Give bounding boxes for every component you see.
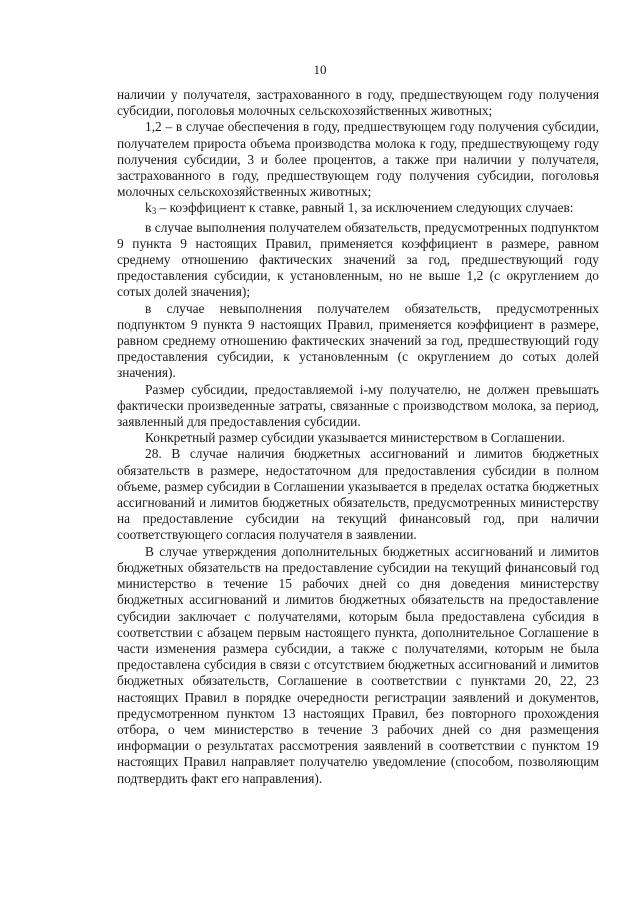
paragraph-obligations-not-fulfilled: в случае невыполнения получателем обязательств, предусмотренных подпунктом 9 пункта 9 настоящих Правил, применяется коэффициент в размере, равном среднему отношению фактических значений за год, предшествующий году предоставления субсидии, к установленным (с округлением до сотых долей значения). [117, 300, 599, 381]
paragraph-subsidy-amount: Конкретный размер субсидии указывается министерством в Соглашении. [145, 430, 565, 446]
k3-letter: k [145, 200, 152, 216]
paragraph-obligations-fulfilled: в случае выполнения получателем обязательств, предусмотренных подпунктом 9 пункта 9 настоящих Правил, применяется коэффициент в размере, равном среднему отношению фактических значений за год, предшествующий году предоставления субсидии, к установленным, но не выше 1,2 (с округлением до сотых долей значения); [117, 219, 599, 300]
page-number: 10 [313, 62, 327, 77]
paragraph-coefficient-1-2: 1,2 – в случае обеспечения в году, предшествующем году получения субсидии, получателем прироста объема производства молока к году, предшествующему году получения субсидии, 3 и более процентов, а также при наличии у получателя, застрахованного в году, предшествующем году получения субсидии, поголовья молочных сельскохозяйственных животных; [117, 119, 599, 200]
paragraph-additional-allocations: В случае утверждения дополнительных бюджетных ассигнований и лимитов бюджетных обязательств на предоставление субсидии на текущий финансовый год министерство в течение 15 рабочих дней со дня доведения министерству бюджетных ассигнований и лимитов бюджетных обязательств на предоставление субсидии заключает с получателями, которым была предоставлена субсидия в соответствии с абзацем первым настоящего пункта, дополнительное Соглашение в части изменения размера субсидии, а также с получателями, которым не была предоставлена субсидия в связи с отсутствием бюджетных ассигнований и лимитов бюджетных обязательств, Соглашение в соответствии с пунктами 20, 22, 23 настоящих Правил в порядке очередности регистрации заявлений и документов, предусмотренном пунктом 13 настоящих Правил, без повторного прохождения отбора, о чем министерство в течение 3 рабочих дней со дня размещения информации о результатах рассмотрения заявлений в соответствии с пунктом 19 настоящих Правил направляет получателю уведомление (способом, позволяющим подтвердить факт его направления). [117, 543, 599, 786]
paragraph-k3-definition [117, 200, 599, 219]
paragraph-subsidy-limit: Размер субсидии, предоставляемой i-му получателю, не должен превышать фактически произведенные затраты, связанные с производством молока, за период, заявленный для предоставления субсидии. [117, 381, 599, 430]
document-body [117, 87, 599, 787]
paragraph-section-28: 28. В случае наличия бюджетных ассигнований и лимитов бюджетных обязательств в размере, недостаточном для предоставления субсидии в полном объеме, размер субсидии в Соглашении указывается в пределах остатка бюджетных ассигнований и лимитов бюджетных обязательств, предусмотренных министерству на предоставление субсидии на текущий финансовый год, при наличии соответствующего согласия получателя в заявлении. [117, 446, 599, 543]
k3-subscript: 3 [151, 206, 157, 217]
paragraph-continuation: наличии у получателя, застрахованного в году, предшествующем году получения субсидии, поголовья молочных сельскохозяйственных животных; [117, 87, 599, 119]
k3-text: – коэффициент к ставке, равный 1, за исключением следующих случаев: [159, 200, 574, 216]
